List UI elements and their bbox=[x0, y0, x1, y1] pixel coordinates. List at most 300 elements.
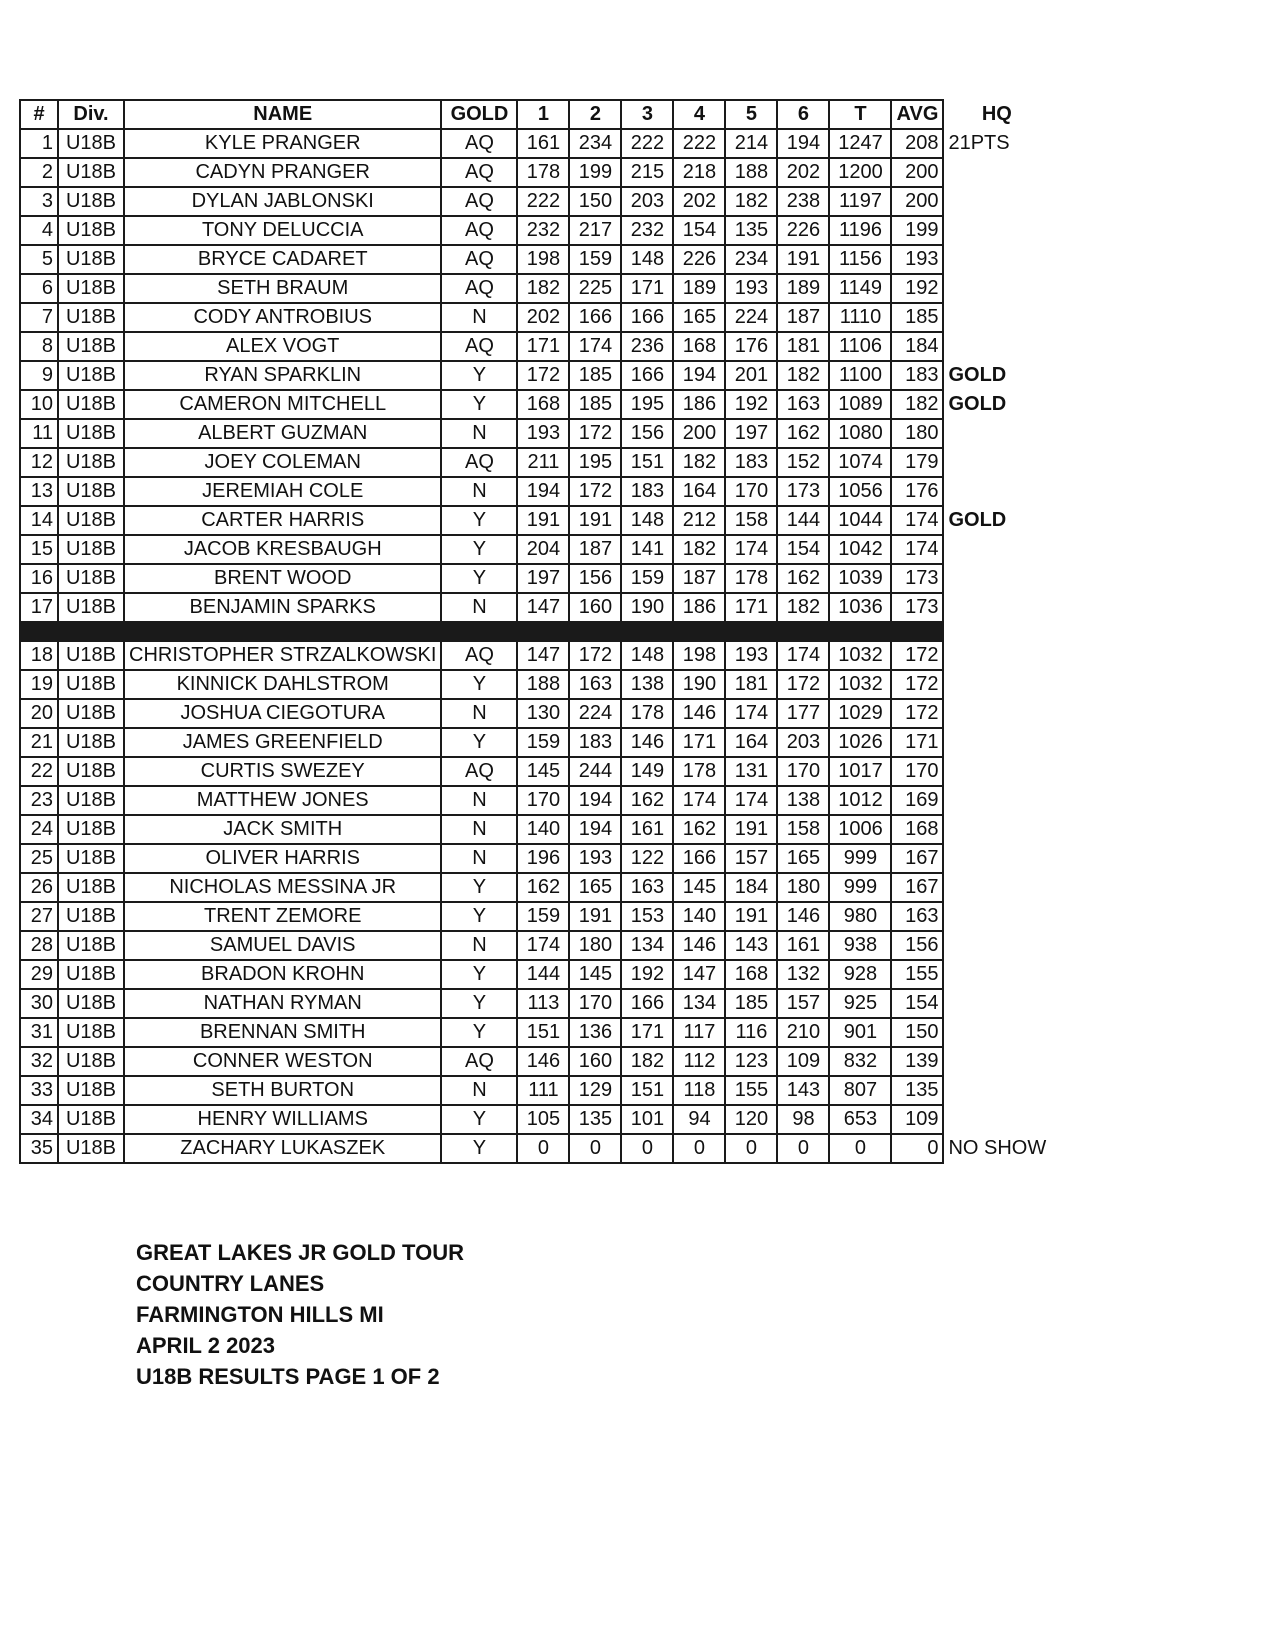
cell-game-4: 200 bbox=[673, 419, 725, 448]
cell-game-6: 98 bbox=[777, 1105, 829, 1134]
cell-game-2: 166 bbox=[569, 303, 621, 332]
cell-hq bbox=[943, 1076, 1050, 1105]
cell-game-5: 191 bbox=[725, 815, 777, 844]
cell-gold: AQ bbox=[441, 158, 517, 187]
cell-game-2: 180 bbox=[569, 931, 621, 960]
cell-game-1: 202 bbox=[517, 303, 569, 332]
results-body bbox=[20, 129, 1050, 1163]
cell-div: U18B bbox=[58, 902, 124, 931]
cell-game-4: 0 bbox=[673, 1134, 725, 1163]
cell-game-3: 149 bbox=[621, 757, 673, 786]
cell-hq bbox=[943, 960, 1050, 989]
cell-total: 1032 bbox=[829, 641, 891, 670]
cell-game-4: 165 bbox=[673, 303, 725, 332]
cell-game-2: 174 bbox=[569, 332, 621, 361]
cell-game-3: 203 bbox=[621, 187, 673, 216]
cell-game-4: 154 bbox=[673, 216, 725, 245]
table-row bbox=[20, 216, 1050, 245]
cell-game-5: 185 bbox=[725, 989, 777, 1018]
cell-game-5: 176 bbox=[725, 332, 777, 361]
cell-game-3: 163 bbox=[621, 873, 673, 902]
cell-avg: 184 bbox=[891, 332, 943, 361]
cell-div: U18B bbox=[58, 332, 124, 361]
cell-gold: AQ bbox=[441, 332, 517, 361]
cell-game-2: 194 bbox=[569, 815, 621, 844]
cell-avg: 171 bbox=[891, 728, 943, 757]
cell-game-4: 212 bbox=[673, 506, 725, 535]
cell-total: 1247 bbox=[829, 129, 891, 158]
cell-rank: 11 bbox=[20, 419, 58, 448]
cell-total: 901 bbox=[829, 1018, 891, 1047]
cell-game-3: 162 bbox=[621, 786, 673, 815]
cell-game-3: 148 bbox=[621, 641, 673, 670]
cell-game-4: 186 bbox=[673, 390, 725, 419]
cell-rank: 7 bbox=[20, 303, 58, 332]
event-info-line: GREAT LAKES JR GOLD TOUR bbox=[136, 1240, 464, 1265]
cell-avg: 139 bbox=[891, 1047, 943, 1076]
cell-game-1: 182 bbox=[517, 274, 569, 303]
cell-game-2: 172 bbox=[569, 419, 621, 448]
cell-game-2: 150 bbox=[569, 187, 621, 216]
table-row bbox=[20, 960, 1050, 989]
cell-game-5: 178 bbox=[725, 564, 777, 593]
cell-gold: N bbox=[441, 815, 517, 844]
cell-rank: 28 bbox=[20, 931, 58, 960]
table-row bbox=[20, 1105, 1050, 1134]
cell-game-3: 101 bbox=[621, 1105, 673, 1134]
cell-game-2: 234 bbox=[569, 129, 621, 158]
cell-game-2: 185 bbox=[569, 361, 621, 390]
cell-game-1: 144 bbox=[517, 960, 569, 989]
cell-rank: 10 bbox=[20, 390, 58, 419]
cell-game-4: 218 bbox=[673, 158, 725, 187]
cell-rank: 1 bbox=[20, 129, 58, 158]
cell-avg: 200 bbox=[891, 158, 943, 187]
col-header-gold: GOLD bbox=[441, 100, 517, 129]
cell-name: NICHOLAS MESSINA JR bbox=[124, 873, 441, 902]
cell-name: SAMUEL DAVIS bbox=[124, 931, 441, 960]
cell-game-5: 116 bbox=[725, 1018, 777, 1047]
table-row bbox=[20, 535, 1050, 564]
cell-avg: 167 bbox=[891, 844, 943, 873]
cell-name: BRENNAN SMITH bbox=[124, 1018, 441, 1047]
col-header-name: NAME bbox=[124, 100, 441, 129]
cell-gold: Y bbox=[441, 728, 517, 757]
cell-game-5: 171 bbox=[725, 593, 777, 622]
cell-game-1: 232 bbox=[517, 216, 569, 245]
cell-game-2: 170 bbox=[569, 989, 621, 1018]
cell-total: 1074 bbox=[829, 448, 891, 477]
cell-name: KYLE PRANGER bbox=[124, 129, 441, 158]
cell-game-2: 194 bbox=[569, 786, 621, 815]
cell-game-2: 191 bbox=[569, 506, 621, 535]
cell-hq bbox=[943, 815, 1050, 844]
cell-game-5: 192 bbox=[725, 390, 777, 419]
cell-gold: Y bbox=[441, 390, 517, 419]
cell-avg: 172 bbox=[891, 670, 943, 699]
cell-game-3: 166 bbox=[621, 303, 673, 332]
cell-avg: 156 bbox=[891, 931, 943, 960]
cell-rank: 20 bbox=[20, 699, 58, 728]
cell-gold: N bbox=[441, 477, 517, 506]
cell-game-1: 161 bbox=[517, 129, 569, 158]
cell-name: CHRISTOPHER STRZALKOWSKI bbox=[124, 641, 441, 670]
cell-total: 1100 bbox=[829, 361, 891, 390]
cell-hq bbox=[943, 728, 1050, 757]
event-info-line: COUNTRY LANES bbox=[136, 1271, 325, 1296]
cell-game-2: 160 bbox=[569, 593, 621, 622]
cell-game-4: 145 bbox=[673, 873, 725, 902]
cell-gold: AQ bbox=[441, 448, 517, 477]
col-header-game-2: 2 bbox=[569, 100, 621, 129]
cell-total: 1012 bbox=[829, 786, 891, 815]
cell-game-6: 146 bbox=[777, 902, 829, 931]
cell-hq: NO SHOW bbox=[948, 1137, 1047, 1159]
cell-game-6: 154 bbox=[777, 535, 829, 564]
cell-name: TRENT ZEMORE bbox=[124, 902, 441, 931]
cell-game-6: 182 bbox=[777, 361, 829, 390]
table-row bbox=[20, 757, 1050, 786]
cell-name: CONNER WESTON bbox=[124, 1047, 441, 1076]
cell-game-2: 225 bbox=[569, 274, 621, 303]
cell-avg: 135 bbox=[891, 1076, 943, 1105]
results-table bbox=[19, 99, 1051, 1164]
cell-total: 1044 bbox=[829, 506, 891, 535]
cell-div: U18B bbox=[58, 1076, 124, 1105]
table-row bbox=[20, 844, 1050, 873]
col-header-div: Div. bbox=[58, 100, 124, 129]
cell-hq bbox=[943, 477, 1050, 506]
cell-game-5: 143 bbox=[725, 931, 777, 960]
cell-game-6: 181 bbox=[777, 332, 829, 361]
cell-game-2: 191 bbox=[569, 902, 621, 931]
cell-gold: Y bbox=[441, 960, 517, 989]
cell-game-6: 189 bbox=[777, 274, 829, 303]
cell-name: CARTER HARRIS bbox=[124, 506, 441, 535]
cell-game-5: 184 bbox=[725, 873, 777, 902]
cell-game-1: 130 bbox=[517, 699, 569, 728]
cell-rank: 15 bbox=[20, 535, 58, 564]
cell-game-4: 187 bbox=[673, 564, 725, 593]
cell-gold: N bbox=[441, 844, 517, 873]
event-info-line: U18B RESULTS PAGE 1 OF 2 bbox=[136, 1364, 440, 1389]
table-row bbox=[20, 1134, 1050, 1163]
cell-game-3: 171 bbox=[621, 274, 673, 303]
cell-hq bbox=[943, 844, 1050, 873]
cell-game-6: 180 bbox=[777, 873, 829, 902]
table-row bbox=[20, 158, 1050, 187]
cell-gold: Y bbox=[441, 361, 517, 390]
cell-game-1: 211 bbox=[517, 448, 569, 477]
cell-game-3: 190 bbox=[621, 593, 673, 622]
cell-gold: Y bbox=[441, 564, 517, 593]
cell-game-6: 162 bbox=[777, 564, 829, 593]
cell-gold: N bbox=[441, 931, 517, 960]
cell-game-1: 172 bbox=[517, 361, 569, 390]
cell-game-5: 0 bbox=[725, 1134, 777, 1163]
cell-game-3: 141 bbox=[621, 535, 673, 564]
cell-game-1: 168 bbox=[517, 390, 569, 419]
cell-hq bbox=[943, 1047, 1050, 1076]
cell-name: TONY DELUCCIA bbox=[124, 216, 441, 245]
cell-div: U18B bbox=[58, 873, 124, 902]
cell-game-2: 135 bbox=[569, 1105, 621, 1134]
cell-hq: GOLD bbox=[948, 509, 1007, 531]
cell-game-4: 182 bbox=[673, 535, 725, 564]
cell-game-4: 168 bbox=[673, 332, 725, 361]
cell-game-1: 198 bbox=[517, 245, 569, 274]
cell-gold: N bbox=[441, 303, 517, 332]
cell-total: 1089 bbox=[829, 390, 891, 419]
cell-rank: 22 bbox=[20, 757, 58, 786]
cell-game-1: 159 bbox=[517, 728, 569, 757]
table-row bbox=[20, 728, 1050, 757]
cell-hq bbox=[943, 303, 1050, 332]
cell-game-4: 134 bbox=[673, 989, 725, 1018]
cell-gold: N bbox=[441, 1076, 517, 1105]
cell-game-1: 193 bbox=[517, 419, 569, 448]
cell-rank: 14 bbox=[20, 506, 58, 535]
cell-rank: 9 bbox=[20, 361, 58, 390]
table-row bbox=[20, 1047, 1050, 1076]
cell-name: JEREMIAH COLE bbox=[124, 477, 441, 506]
cell-game-6: 138 bbox=[777, 786, 829, 815]
table-row bbox=[20, 506, 1050, 535]
cell-avg: 192 bbox=[891, 274, 943, 303]
cell-game-3: 159 bbox=[621, 564, 673, 593]
cell-rank: 21 bbox=[20, 728, 58, 757]
cell-game-4: 118 bbox=[673, 1076, 725, 1105]
cell-hq bbox=[943, 216, 1050, 245]
cell-hq bbox=[943, 1018, 1050, 1047]
cell-avg: 174 bbox=[891, 535, 943, 564]
cell-game-1: 196 bbox=[517, 844, 569, 873]
cell-avg: 169 bbox=[891, 786, 943, 815]
cell-gold: AQ bbox=[441, 245, 517, 274]
cell-game-6: 109 bbox=[777, 1047, 829, 1076]
cell-game-3: 156 bbox=[621, 419, 673, 448]
cell-game-5: 193 bbox=[725, 641, 777, 670]
cell-avg: 172 bbox=[891, 699, 943, 728]
cell-hq bbox=[943, 989, 1050, 1018]
cell-div: U18B bbox=[58, 699, 124, 728]
cell-game-5: 181 bbox=[725, 670, 777, 699]
cell-name: CURTIS SWEZEY bbox=[124, 757, 441, 786]
cell-total: 1196 bbox=[829, 216, 891, 245]
cell-avg: 183 bbox=[891, 361, 943, 390]
cell-game-4: 166 bbox=[673, 844, 725, 873]
cell-game-6: 191 bbox=[777, 245, 829, 274]
cell-game-2: 244 bbox=[569, 757, 621, 786]
cell-total: 999 bbox=[829, 873, 891, 902]
cell-hq bbox=[943, 902, 1050, 931]
cell-game-2: 129 bbox=[569, 1076, 621, 1105]
cell-game-5: 174 bbox=[725, 699, 777, 728]
cell-div: U18B bbox=[58, 419, 124, 448]
cell-rank: 35 bbox=[20, 1134, 58, 1163]
cell-game-1: 113 bbox=[517, 989, 569, 1018]
table-row bbox=[20, 564, 1050, 593]
cell-game-5: 168 bbox=[725, 960, 777, 989]
cell-avg: 174 bbox=[891, 506, 943, 535]
cell-name: BENJAMIN SPARKS bbox=[124, 593, 441, 622]
cell-div: U18B bbox=[58, 931, 124, 960]
cell-game-6: 132 bbox=[777, 960, 829, 989]
cell-game-1: 159 bbox=[517, 902, 569, 931]
cell-avg: 167 bbox=[891, 873, 943, 902]
cell-hq bbox=[943, 757, 1050, 786]
cell-game-4: 146 bbox=[673, 931, 725, 960]
cell-avg: 176 bbox=[891, 477, 943, 506]
cell-total: 938 bbox=[829, 931, 891, 960]
cell-game-5: 123 bbox=[725, 1047, 777, 1076]
cell-game-5: 131 bbox=[725, 757, 777, 786]
cell-div: U18B bbox=[58, 506, 124, 535]
cell-game-4: 189 bbox=[673, 274, 725, 303]
cell-game-1: 174 bbox=[517, 931, 569, 960]
cell-game-6: 143 bbox=[777, 1076, 829, 1105]
cell-div: U18B bbox=[58, 1134, 124, 1163]
table-row bbox=[20, 593, 1050, 622]
cell-game-6: 203 bbox=[777, 728, 829, 757]
cell-game-5: 193 bbox=[725, 274, 777, 303]
cell-game-1: 197 bbox=[517, 564, 569, 593]
cell-total: 1106 bbox=[829, 332, 891, 361]
cell-game-2: 193 bbox=[569, 844, 621, 873]
table-row bbox=[20, 1076, 1050, 1105]
cell-game-5: 183 bbox=[725, 448, 777, 477]
cell-hq bbox=[943, 641, 1050, 670]
cell-name: HENRY WILLIAMS bbox=[124, 1105, 441, 1134]
cell-gold: Y bbox=[441, 1134, 517, 1163]
cell-gold: Y bbox=[441, 1105, 517, 1134]
cell-game-6: 187 bbox=[777, 303, 829, 332]
cell-game-4: 198 bbox=[673, 641, 725, 670]
cell-gold: AQ bbox=[441, 216, 517, 245]
cell-game-2: 187 bbox=[569, 535, 621, 564]
cell-rank: 32 bbox=[20, 1047, 58, 1076]
cell-total: 980 bbox=[829, 902, 891, 931]
cell-hq bbox=[943, 332, 1050, 361]
cell-game-6: 172 bbox=[777, 670, 829, 699]
cell-rank: 4 bbox=[20, 216, 58, 245]
cell-name: CODY ANTROBIUS bbox=[124, 303, 441, 332]
cell-game-3: 166 bbox=[621, 989, 673, 1018]
cell-hq bbox=[943, 448, 1050, 477]
cell-name: BRYCE CADARET bbox=[124, 245, 441, 274]
cell-game-4: 147 bbox=[673, 960, 725, 989]
cell-total: 928 bbox=[829, 960, 891, 989]
col-header-rank: # bbox=[20, 100, 58, 129]
cell-hq bbox=[943, 1105, 1050, 1134]
cell-gold: AQ bbox=[441, 641, 517, 670]
cell-total: 925 bbox=[829, 989, 891, 1018]
cell-total: 1110 bbox=[829, 303, 891, 332]
cell-gold: Y bbox=[441, 670, 517, 699]
cell-hq bbox=[943, 699, 1050, 728]
cell-game-1: 188 bbox=[517, 670, 569, 699]
cell-game-2: 185 bbox=[569, 390, 621, 419]
table-row bbox=[20, 419, 1050, 448]
cell-game-5: 188 bbox=[725, 158, 777, 187]
cutline-divider bbox=[20, 622, 1050, 641]
cell-div: U18B bbox=[58, 1047, 124, 1076]
cell-rank: 29 bbox=[20, 960, 58, 989]
cell-gold: AQ bbox=[441, 1047, 517, 1076]
cell-game-5: 174 bbox=[725, 786, 777, 815]
col-header-total: T bbox=[829, 100, 891, 129]
table-row bbox=[20, 815, 1050, 844]
cell-name: ALBERT GUZMAN bbox=[124, 419, 441, 448]
event-info-line: FARMINGTON HILLS MI bbox=[136, 1302, 384, 1327]
cell-avg: 0 bbox=[891, 1134, 943, 1163]
cell-div: U18B bbox=[58, 728, 124, 757]
cell-game-5: 182 bbox=[725, 187, 777, 216]
cell-game-3: 151 bbox=[621, 1076, 673, 1105]
cell-hq bbox=[943, 931, 1050, 960]
cell-game-5: 197 bbox=[725, 419, 777, 448]
cell-total: 1080 bbox=[829, 419, 891, 448]
cell-total: 832 bbox=[829, 1047, 891, 1076]
table-row bbox=[20, 699, 1050, 728]
cell-avg: 208 bbox=[891, 129, 943, 158]
cell-game-6: 170 bbox=[777, 757, 829, 786]
cell-gold: Y bbox=[441, 506, 517, 535]
cell-avg: 200 bbox=[891, 187, 943, 216]
cell-game-6: 174 bbox=[777, 641, 829, 670]
cell-rank: 18 bbox=[20, 641, 58, 670]
table-row bbox=[20, 274, 1050, 303]
cell-div: U18B bbox=[58, 245, 124, 274]
cell-total: 1056 bbox=[829, 477, 891, 506]
cell-name: CADYN PRANGER bbox=[124, 158, 441, 187]
cell-game-5: 170 bbox=[725, 477, 777, 506]
col-header-hq: HQ bbox=[981, 103, 1012, 125]
cell-rank: 34 bbox=[20, 1105, 58, 1134]
cell-div: U18B bbox=[58, 1018, 124, 1047]
cell-game-3: 236 bbox=[621, 332, 673, 361]
table-row bbox=[20, 1018, 1050, 1047]
cell-avg: 155 bbox=[891, 960, 943, 989]
cell-game-3: 148 bbox=[621, 245, 673, 274]
cell-game-5: 135 bbox=[725, 216, 777, 245]
cell-hq: 21PTS bbox=[948, 132, 1010, 154]
cell-div: U18B bbox=[58, 158, 124, 187]
cell-total: 1042 bbox=[829, 535, 891, 564]
cell-game-2: 224 bbox=[569, 699, 621, 728]
cell-avg: 193 bbox=[891, 245, 943, 274]
cell-game-3: 134 bbox=[621, 931, 673, 960]
cell-name: DYLAN JABLONSKI bbox=[124, 187, 441, 216]
cell-avg: 182 bbox=[891, 390, 943, 419]
cell-gold: Y bbox=[441, 989, 517, 1018]
cell-game-3: 192 bbox=[621, 960, 673, 989]
cell-avg: 168 bbox=[891, 815, 943, 844]
cell-game-4: 186 bbox=[673, 593, 725, 622]
cell-game-1: 178 bbox=[517, 158, 569, 187]
cell-game-1: 105 bbox=[517, 1105, 569, 1134]
cell-game-1: 170 bbox=[517, 786, 569, 815]
cell-game-5: 157 bbox=[725, 844, 777, 873]
cell-game-2: 165 bbox=[569, 873, 621, 902]
cell-div: U18B bbox=[58, 361, 124, 390]
cell-total: 1039 bbox=[829, 564, 891, 593]
cell-game-4: 174 bbox=[673, 786, 725, 815]
cell-div: U18B bbox=[58, 641, 124, 670]
cell-avg: 170 bbox=[891, 757, 943, 786]
cell-name: JOSHUA CIEGOTURA bbox=[124, 699, 441, 728]
cell-avg: 109 bbox=[891, 1105, 943, 1134]
